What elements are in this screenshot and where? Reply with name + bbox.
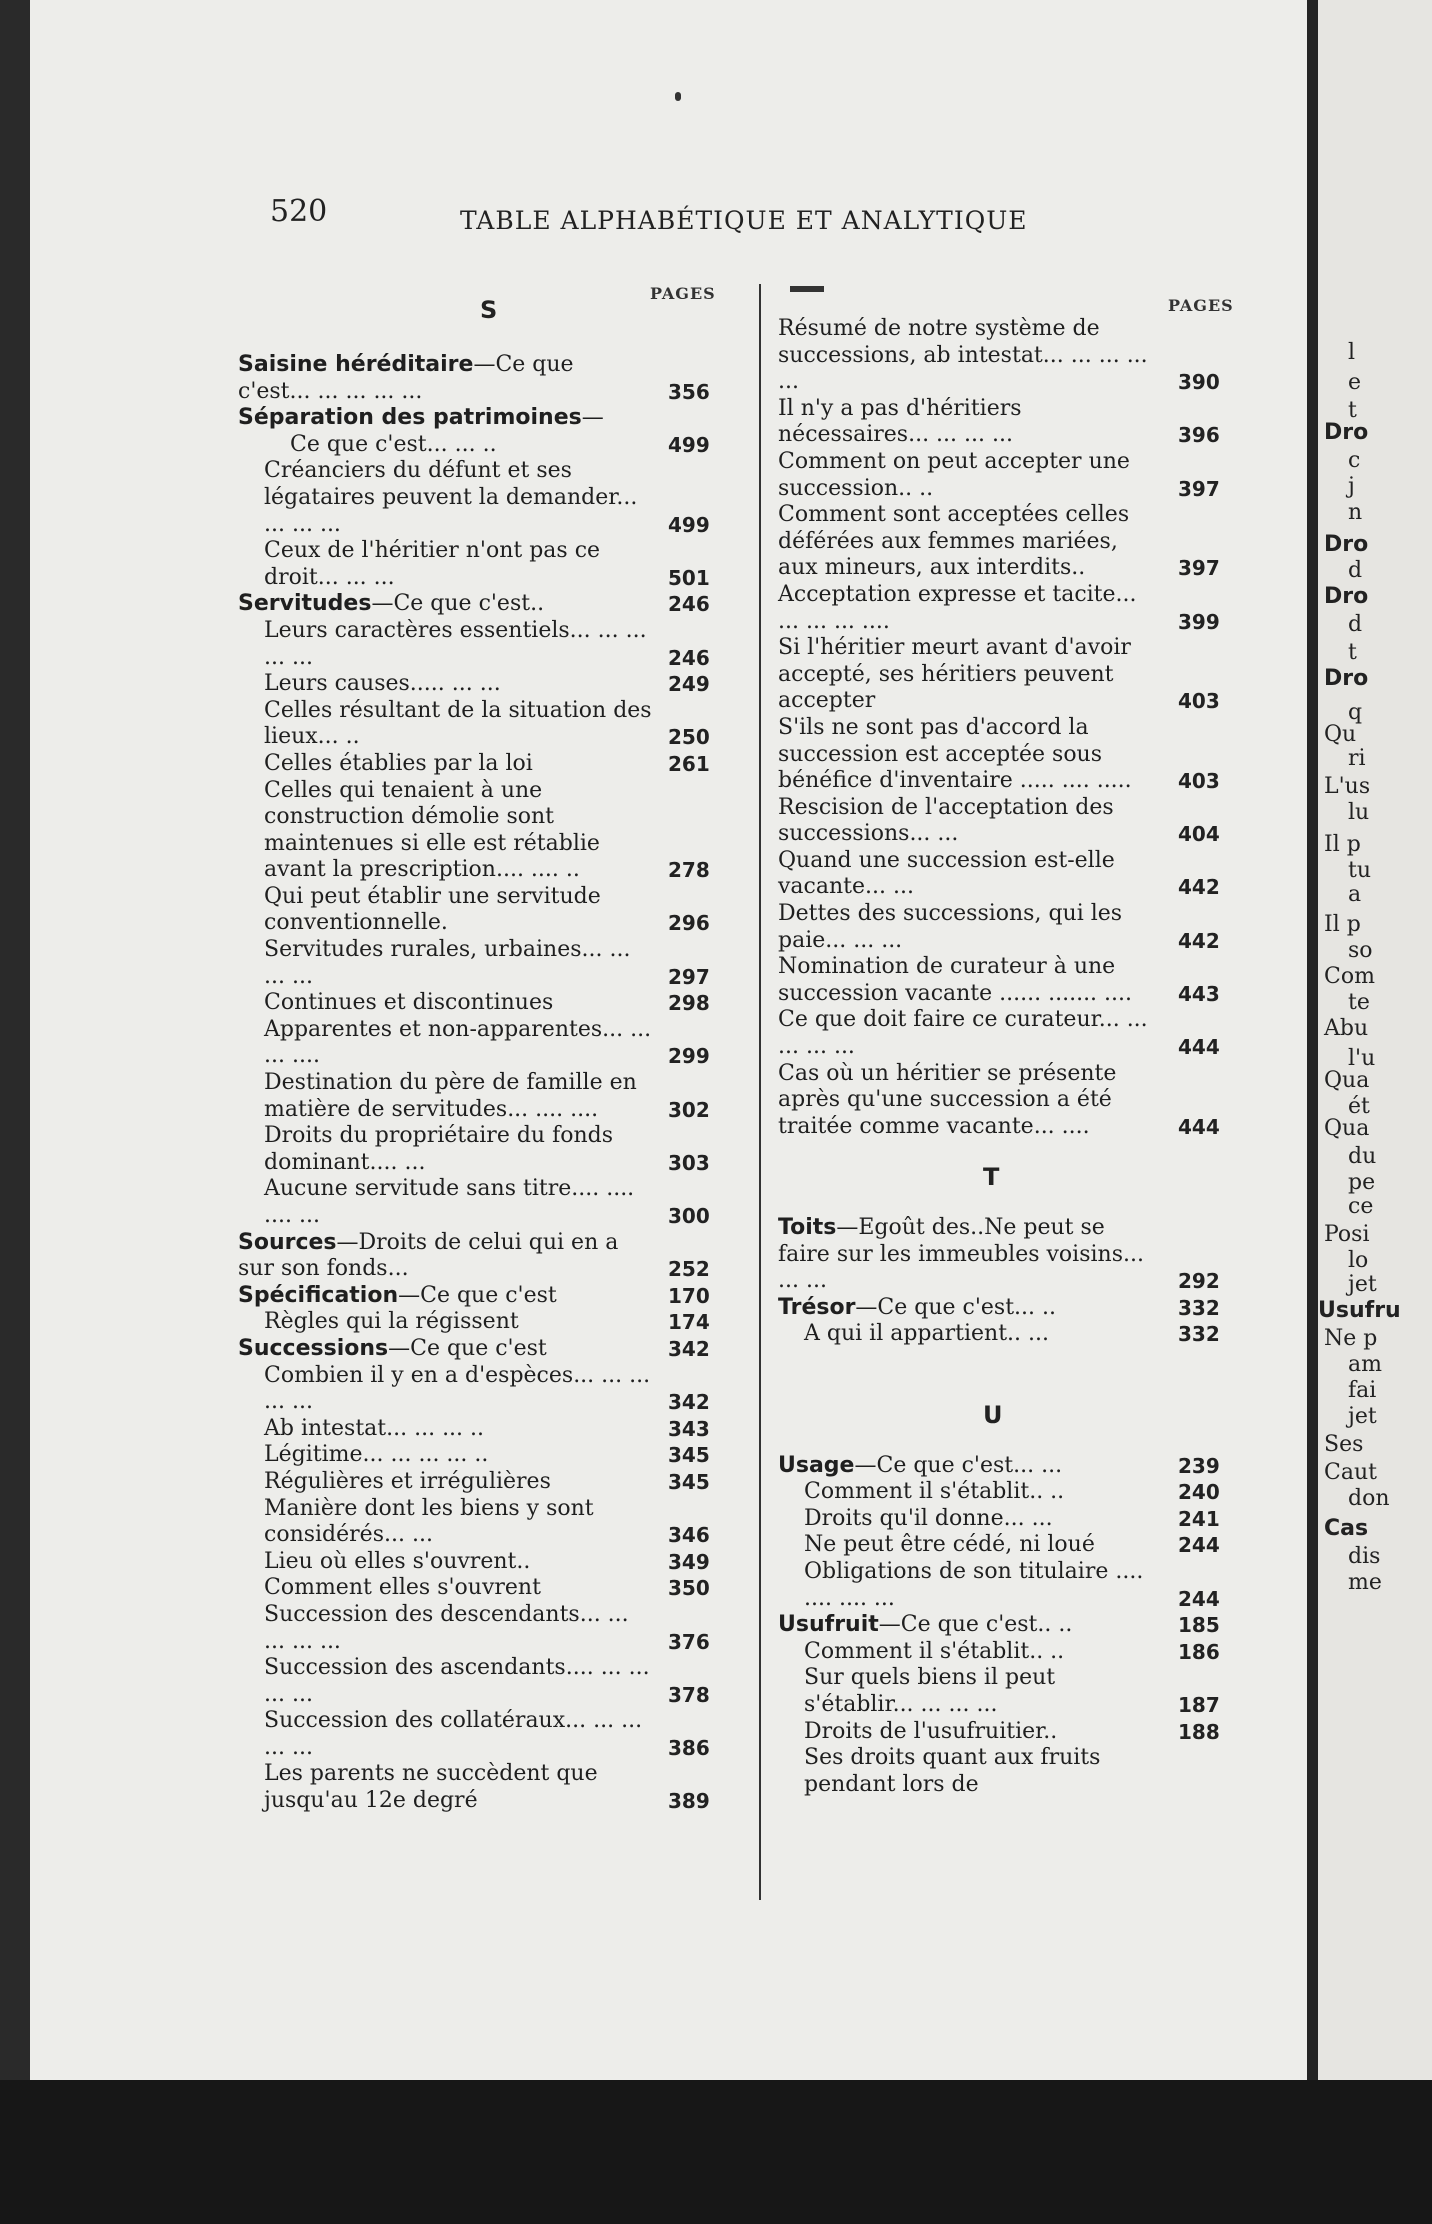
book-gutter [1307, 0, 1318, 2080]
index-entry-text: Celles établies par la loi [264, 750, 533, 776]
index-entry-text: Nomination de curateur à une succession vacante ...... ....... .... [778, 954, 1133, 1006]
page-reference: 404 [1178, 822, 1220, 847]
index-entry [778, 582, 1248, 635]
index-entry [238, 618, 738, 671]
index-entry [778, 795, 1248, 848]
page-reference: 390 [1178, 370, 1220, 395]
page-reference: 343 [668, 1416, 710, 1441]
index-entry-text: Droits qu'il donne... ... [804, 1505, 1053, 1531]
next-page-fragment: dis [1348, 1544, 1381, 1569]
index-entry [778, 1061, 1248, 1141]
next-page-fragment: te [1348, 990, 1370, 1015]
next-page-fragment: jet [1348, 1272, 1377, 1297]
index-entry [238, 1496, 738, 1549]
page-reference: 345 [668, 1469, 710, 1494]
next-page-fragment: a [1348, 882, 1362, 907]
index-entry-text: Règles qui la régissent [264, 1309, 519, 1335]
page-reference: 250 [668, 725, 710, 750]
page-reference: 244 [1178, 1586, 1220, 1611]
page-reference: 386 [668, 1735, 710, 1760]
index-entry-text: Destination du père de famille en matière de servitudes... .... .... [264, 1070, 637, 1122]
index-entry-text: Succession des collatéraux... ... ... ... ... [264, 1708, 643, 1760]
page-reference: 403 [1178, 689, 1220, 714]
index-entry-text: Cas où un héritier se présente après qu'une succession a été traitée comme vacante... .... [778, 1060, 1117, 1139]
index-entry-text: —Ce que c'est... ... ... ... ... [238, 352, 574, 404]
index-entry [238, 937, 738, 990]
index-entry-text: Comment on peut accepter une succession.. .. [778, 448, 1130, 501]
page-reference: 261 [668, 751, 710, 776]
index-entry-text: Quand une succession est-elle vacante... ... [778, 847, 1115, 900]
next-page-fragment: e [1348, 370, 1362, 395]
index-entry-text: Acceptation expresse et tacite... ... ... ... .... [778, 581, 1137, 634]
index-entry [778, 1321, 1248, 1348]
page-reference: 174 [668, 1310, 710, 1335]
page-reference: 376 [668, 1629, 710, 1654]
index-entry [778, 635, 1248, 715]
next-page-fragment: du [1348, 1144, 1377, 1169]
page-reference: 296 [668, 911, 710, 936]
page-reference: 403 [1178, 769, 1220, 794]
index-entry [238, 591, 738, 618]
next-page-fragment: ri [1348, 746, 1366, 771]
index-entry-text: Ne peut être cédé, ni loué [804, 1532, 1095, 1558]
index-entry [238, 432, 738, 459]
next-page-fragment: Qua [1324, 1116, 1370, 1141]
index-entry-text: Comment elles s'ouvrent [264, 1575, 541, 1601]
index-entry [238, 1602, 738, 1655]
next-page-fragment: d [1348, 558, 1363, 583]
next-page-fragment: t [1348, 640, 1357, 665]
scan-border [0, 2080, 1432, 2224]
index-entry [238, 1575, 738, 1602]
index-entry-text: —Ce que c'est.. .. [878, 1612, 1073, 1638]
index-entry-text: Sur quels biens il peut s'établir... ... ... ... [804, 1665, 1056, 1717]
index-entry-text: Celles résultant de la situation des lieux... .. [264, 697, 652, 750]
index-entry [778, 848, 1248, 901]
index-entry [238, 1708, 738, 1761]
index-entry-text: Créanciers du défunt et ses légataires peuvent la demander... ... ... ... [264, 458, 638, 537]
next-page-fragment: Dro [1324, 584, 1369, 609]
next-page-fragment: Cas [1324, 1516, 1369, 1541]
index-term: Usage [778, 1452, 855, 1478]
page-reference: 342 [668, 1336, 710, 1361]
index-entry [238, 1549, 738, 1576]
index-term: Trésor [778, 1294, 856, 1320]
page-reference: 241 [1178, 1506, 1220, 1531]
index-entry-text: Succession des ascendants.... ... ... ... ... [264, 1655, 650, 1707]
next-page-fragment: Qua [1324, 1068, 1370, 1093]
index-entry-text: —Droits de celui qui en a sur son fonds... [238, 1229, 619, 1282]
index-entry [778, 1532, 1248, 1559]
index-term: Usufruit [778, 1612, 879, 1638]
index-entry [238, 1336, 738, 1363]
index-entry-text: —Egoût des..Ne peut se faire sur les immeubles voisins... ... ... [778, 1215, 1144, 1294]
index-entry-text: Apparentes et non-apparentes... ... ... .... [264, 1016, 652, 1069]
index-entry [238, 1176, 738, 1229]
index-entry [778, 1453, 1248, 1480]
next-page-fragment: Abu [1324, 1016, 1369, 1041]
next-page-fragment: jet [1348, 1404, 1377, 1429]
index-entry [238, 352, 738, 405]
page-reference: 332 [1178, 1322, 1220, 1347]
index-entry [238, 1123, 738, 1176]
index-entry-text: Manière dont les biens y sont considérés... ... [264, 1495, 594, 1548]
index-entry-text: —Ce que c'est [388, 1335, 547, 1361]
index-entry [778, 1612, 1248, 1639]
index-entry [238, 405, 738, 432]
page-reference: 170 [668, 1283, 710, 1308]
next-page-fragment: n [1348, 500, 1363, 525]
index-entry [778, 1665, 1248, 1718]
index-entry [238, 1416, 738, 1443]
next-page-fragment: Il p [1324, 912, 1361, 937]
index-entry [238, 1017, 738, 1070]
next-page-fragment: Caut [1324, 1460, 1377, 1485]
page-reference: 239 [1178, 1453, 1220, 1478]
index-entry-text: Il n'y a pas d'héritiers nécessaires... ... ... ... [778, 395, 1022, 448]
page-reference: 246 [668, 645, 710, 670]
index-entry [778, 1295, 1248, 1322]
page-reference: 292 [1178, 1269, 1220, 1294]
next-page-fragment: d [1348, 612, 1363, 637]
page-reference: 244 [1178, 1533, 1220, 1558]
next-page-fragment: so [1348, 938, 1373, 963]
pages-label-left: PAGES [650, 284, 716, 303]
page-reference: 356 [668, 379, 710, 404]
index-entry-text: Aucune servitude sans titre.... .... .... ... [264, 1176, 635, 1228]
next-page-fragment: lo [1348, 1248, 1369, 1273]
next-page-fragment: Qu [1324, 722, 1357, 747]
running-head: TABLE ALPHABÉTIQUE ET ANALYTIQUE [460, 206, 1028, 235]
next-page-fragment: Il p [1324, 832, 1361, 857]
section-letter-u: U [983, 1400, 1003, 1429]
next-page-fragment: am [1348, 1352, 1382, 1377]
page-reference: 378 [668, 1682, 710, 1707]
next-page-fragment: ce [1348, 1194, 1374, 1219]
next-page-fragment: Posi [1324, 1222, 1370, 1247]
page-reference: 246 [668, 592, 710, 617]
page-reference: 349 [668, 1549, 710, 1574]
next-page-fragment: fai [1348, 1378, 1377, 1403]
next-page-fragment: l [1348, 340, 1356, 365]
index-entry-text: Ab intestat... ... ... .. [264, 1415, 485, 1441]
index-entry [238, 778, 738, 884]
next-page-fragment: Com [1324, 964, 1375, 989]
page-reference: 297 [668, 964, 710, 989]
index-entry-text: Continues et discontinues [264, 990, 554, 1016]
page-reference: 342 [668, 1390, 710, 1415]
next-page-fragment: me [1348, 1570, 1382, 1595]
page-reference: 302 [668, 1097, 710, 1122]
index-entry [238, 1363, 738, 1416]
index-entry-text: S'ils ne sont pas d'accord la succession est acceptée sous bénéfice d'inventaire ..... .... ..... [778, 714, 1132, 794]
next-page-fragment: L'us [1324, 774, 1371, 799]
index-entry [778, 449, 1248, 502]
index-entry-text: Les parents ne succèdent que jusqu'au 12e degré [264, 1761, 598, 1814]
index-entry [238, 1309, 738, 1336]
index-entry [778, 954, 1248, 1007]
index-entry-text: Celles qui tenaient à une construction démolie sont maintenues si elle est rétablie avant la prescription.... .... .. [264, 777, 600, 883]
index-entry-text: —Ce que c'est... ... [854, 1452, 1063, 1478]
index-entry-text: Comment il s'établit.. .. [804, 1479, 1065, 1505]
index-entry [778, 1215, 1248, 1295]
page-reference: 240 [1178, 1480, 1220, 1505]
page-reference: 397 [1178, 556, 1220, 581]
column-divider [759, 284, 761, 1900]
next-page-fragment: Dro [1324, 666, 1369, 691]
index-entry-text: Lieu où elles s'ouvrent.. [264, 1548, 531, 1574]
index-entry [778, 1559, 1248, 1612]
page-reference: 332 [1178, 1295, 1220, 1320]
index-term: Successions [238, 1335, 389, 1361]
index-entry-text: Ceux de l'héritier n'ont pas ce droit... ... ... [264, 538, 601, 590]
page-reference: 300 [668, 1204, 710, 1228]
page-reference: 501 [668, 565, 710, 590]
page-mark [675, 92, 681, 101]
next-page-fragment: l'u [1348, 1046, 1376, 1071]
index-entry [238, 538, 738, 591]
page-reference: 345 [668, 1443, 710, 1468]
next-page-edge [1318, 0, 1432, 2080]
page-reference: 443 [1178, 981, 1220, 1006]
index-entry-text: — [581, 405, 604, 431]
next-page-fragment: q [1348, 700, 1363, 725]
section-letter-t: T [983, 1163, 1000, 1192]
page-reference: 444 [1178, 1114, 1220, 1139]
index-entry-text: Rescision de l'acceptation des successions... ... [778, 794, 1114, 847]
column-mark [790, 286, 824, 292]
page-reference: 278 [668, 858, 710, 883]
index-entry [238, 884, 738, 937]
index-entry-text: Ses droits quant aux fruits pendant lors de [804, 1745, 1101, 1797]
index-entry [778, 1506, 1248, 1533]
page-reference: 185 [1178, 1613, 1220, 1638]
page-reference: 399 [1178, 609, 1220, 634]
index-entry-text: —Ce que c'est... .. [855, 1294, 1057, 1320]
page-number: 520 [270, 194, 328, 229]
index-term: Sources [238, 1229, 337, 1255]
index-term: Saisine héréditaire [238, 352, 474, 377]
section-letter-s: S [480, 296, 498, 324]
next-page-fragment: tu [1348, 858, 1372, 883]
index-term: Servitudes [238, 591, 372, 617]
index-entry-text: Légitime... ... ... ... .. [264, 1442, 489, 1468]
index-entry [238, 1070, 738, 1123]
index-entry-text: Obligations de son titulaire .... .... .... ... [804, 1558, 1144, 1611]
index-entry-text: Leurs caractères essentiels... ... ... ... ... [264, 617, 647, 670]
index-entry-text: Résumé de notre système de successions, ab intestat... ... ... ... ... [778, 316, 1148, 395]
index-entry [238, 1442, 738, 1469]
page-reference: 499 [668, 512, 710, 537]
index-entry [238, 1283, 738, 1310]
page-reference: 299 [668, 1044, 710, 1069]
page-reference: 442 [1178, 928, 1220, 953]
index-entry [778, 1007, 1248, 1060]
page-reference: 389 [668, 1789, 710, 1814]
index-entry [778, 715, 1248, 795]
index-term: Spécification [238, 1282, 399, 1308]
index-term: Toits [778, 1215, 837, 1240]
index-entry-text: Servitudes rurales, urbaines... ... ... ... [264, 937, 631, 989]
page-reference: 350 [668, 1576, 710, 1601]
index-entry-text: Comment il s'établit.. .. [804, 1638, 1065, 1664]
next-page-fragment: j [1348, 474, 1355, 499]
index-entry-text: Qui peut établir une servitude conventionnelle. [264, 883, 601, 936]
page-reference: 444 [1178, 1035, 1220, 1060]
index-entry [778, 396, 1248, 449]
next-page-fragment: Usufru [1318, 1298, 1401, 1323]
next-page-fragment: Ses [1324, 1432, 1364, 1457]
next-page-fragment: Dro [1324, 420, 1369, 445]
index-entry [778, 502, 1248, 582]
page-reference: 397 [1178, 476, 1220, 501]
page-reference: 298 [668, 991, 710, 1016]
next-page-fragment: pe [1348, 1170, 1376, 1195]
index-entry [238, 458, 738, 538]
index-entry [778, 1719, 1248, 1746]
next-page-fragment: Dro [1324, 532, 1369, 557]
index-entry-text: Leurs causes..... ... ... [264, 671, 501, 697]
index-entry-text: Droits de l'usufruitier.. [804, 1718, 1058, 1744]
index-entry [238, 990, 738, 1017]
index-entry-text: Comment sont acceptées celles déférées aux femmes mariées, aux mineurs, aux interdits.. [778, 502, 1130, 581]
next-page-fragment: ét [1348, 1094, 1370, 1119]
book-page [30, 0, 1307, 2080]
index-entry [238, 1230, 738, 1283]
next-page-fragment: lu [1348, 800, 1370, 825]
page-reference: 252 [668, 1257, 710, 1282]
pages-label-right: PAGES [1168, 296, 1234, 315]
index-column-right [778, 316, 1248, 1798]
index-entry-text: Dettes des successions, qui les paie... ... ... [778, 901, 1123, 953]
index-entry [778, 316, 1248, 396]
page-reference: 303 [668, 1150, 710, 1175]
index-entry [778, 1479, 1248, 1506]
index-column-left [238, 352, 738, 1815]
index-entry [238, 1761, 738, 1814]
index-entry-text: Si l'héritier meurt avant d'avoir accepté, ses héritiers peuvent accepter [778, 635, 1131, 714]
index-entry [238, 671, 738, 698]
index-entry-text: Régulières et irrégulières [264, 1468, 551, 1494]
index-entry-text: Ce que c'est... ... .. [290, 431, 497, 457]
index-term: Séparation des patrimoines [238, 405, 582, 431]
page-reference: 442 [1178, 875, 1220, 900]
next-page-fragment: t [1348, 398, 1357, 423]
next-page-fragment: don [1348, 1486, 1390, 1511]
page-reference: 396 [1178, 423, 1220, 448]
index-entry-text: Ce que doit faire ce curateur... ... ... ... ... [778, 1007, 1148, 1060]
index-entry [778, 901, 1248, 954]
index-entry-text: —Ce que c'est [398, 1282, 557, 1308]
page-reference: 249 [668, 672, 710, 697]
index-entry [238, 698, 738, 751]
page-reference: 346 [668, 1523, 710, 1548]
page-reference: 187 [1178, 1692, 1220, 1717]
page-reference: 186 [1178, 1639, 1220, 1664]
index-entry-text: A qui il appartient.. ... [804, 1321, 1050, 1347]
next-page-fragment: c [1348, 448, 1361, 473]
index-entry-text: Droits du propriétaire du fonds dominant.... ... [264, 1123, 614, 1175]
index-entry-text: Succession des descendants... ... ... ... ... [264, 1601, 629, 1654]
next-page-fragment: Ne p [1324, 1326, 1378, 1351]
index-entry-text: Combien il y en a d'espèces... ... ... ... ... [264, 1362, 651, 1415]
page-reference: 188 [1178, 1719, 1220, 1744]
index-entry-text: —Ce que c'est.. [371, 591, 545, 617]
index-entry [238, 1469, 738, 1496]
index-entry [778, 1745, 1248, 1798]
page-reference: 499 [668, 432, 710, 457]
index-entry [238, 1655, 738, 1708]
index-entry [238, 751, 738, 778]
index-entry [778, 1639, 1248, 1666]
